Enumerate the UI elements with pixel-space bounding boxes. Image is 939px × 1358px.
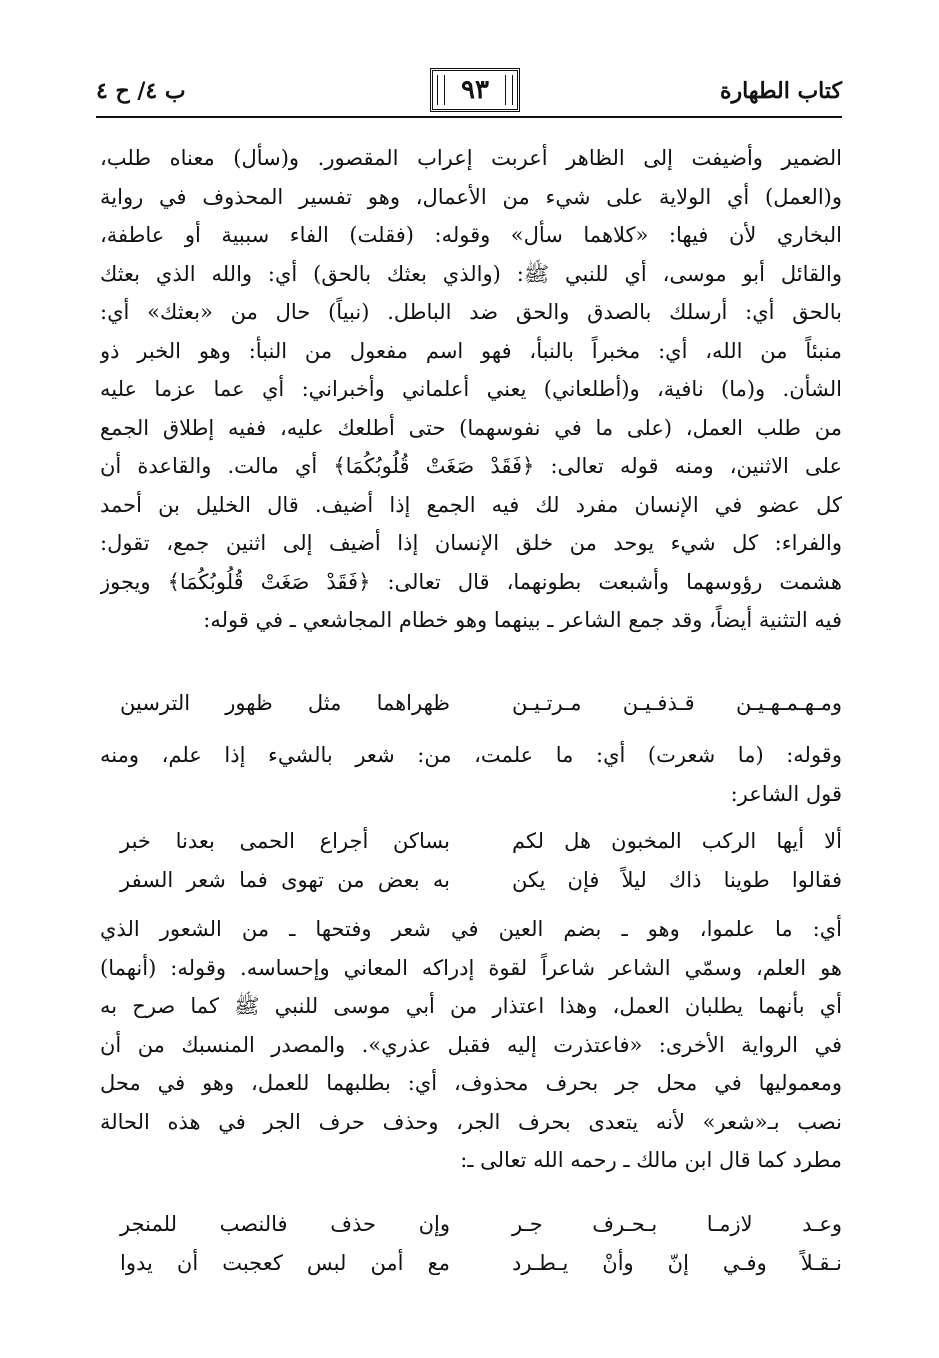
verse-line	[120, 1244, 842, 1283]
text-line: فيه التثنية أيضاً، وقد جمع الشاعر ـ بينهما وهو خطام المجاشعي ـ في قوله:	[203, 608, 842, 632]
text-line: بالحق أي: أرسلك بالصدق والحق ضد الباطل. (نبياً) حال من «بعثك» أي:	[100, 300, 842, 324]
text-line: ومعموليها في محل جر بحرف محذوف، أي: بطلبهما للعمل، وهو في محل	[100, 1071, 842, 1095]
verse-second-hemistich: وإن حذف فالنصب للمنجر	[120, 1212, 450, 1236]
book-title: كتاب الطهارة	[719, 78, 842, 104]
verse-first-hemistich: ألا أيها الركب المخبون هل لكم	[512, 829, 842, 853]
verse-line	[120, 1205, 842, 1244]
text-line: كل عضو في الإنسان مفرد لك فيه الجمع إذا أضيف. قال الخليل بن أحمد	[100, 492, 842, 517]
text-line: من طلب العمل، (على ما في نفوسهما) حتى أطلعك عليه، ففيه إطلاق الجمع	[100, 415, 842, 440]
verse-second-hemistich: بساكن أجراع الحمى بعدنا خبر	[120, 829, 450, 853]
text-line: منبئاً من الله، أي: مخبراً بالنبأ، فهو اسم مفعول من النبأ: وهو الخبر ذو	[100, 338, 842, 363]
verse-first-hemistich: وعـد لازمـا بـحـرف جـر	[512, 1212, 842, 1236]
poem-verse-1	[120, 684, 842, 723]
poem-verse-2	[120, 822, 842, 899]
text-line: هشمت رؤوسهما وأشبعت بطونهما، قال تعالى: ﴿فَقَدْ صَغَتْ قُلُوبُكُمَا﴾ ويجوز	[100, 569, 842, 594]
text-line: قول الشاعر:	[730, 781, 842, 806]
verse-second-hemistich: ظهراهما مثل ظهور الترسين	[120, 691, 450, 715]
text-line: وقوله: (ما شعرت) أي: ما علمت، من: شعر بالشيء إذا علم، ومنه	[100, 743, 842, 767]
verse-line	[120, 684, 842, 723]
text-line: نصب بـ«شعر» لأنه يتعدى بحرف الجر، وحذف حرف الجر في هذه الحالة	[100, 1109, 842, 1134]
page-number: ٩٣	[430, 68, 520, 112]
paragraph-3	[100, 910, 842, 1180]
text-line: و(العمل) أي الولاية على شيء من الأعمال، وهو تفسير المحذوف في رواية	[100, 184, 842, 209]
verse-line	[120, 822, 842, 861]
text-line: أي: ما علموا، وهو ـ بضم العين في شعر وفتحها ـ من الشعور الذي	[100, 917, 842, 941]
verse-first-hemistich: نـقـلاً وفـي إنّ وأنْ يـطـرد	[512, 1250, 842, 1275]
page-header	[96, 62, 842, 118]
text-line: في الرواية الأخرى: «فاعتذرت إليه فقبل عذري». والمصدر المنسبك من أن	[100, 1032, 842, 1057]
text-line: الشأن. و(ما) نافية، و(أطلعاني) يعني أعلماني وأخبراني: أي عما عزما عليه	[100, 377, 842, 401]
verse-first-hemistich: ومـهـمـهـيـن قـذفـيـن مـرتـيـن	[512, 691, 842, 715]
text-line: والفراء: كل شيء يوحد من خلق الإنسان إذا أضيف إلى اثنين جمع، تقول:	[100, 531, 842, 555]
paragraph-1	[100, 139, 842, 640]
text-line: البخاري لأن فيها: «كلاهما سأل» وقوله: (فقلت) الفاء سببية أو عاطفة،	[100, 223, 842, 247]
text-line: أي بأنهما يطلبان العمل، وهذا اعتذار من أبي موسى للنبي ﷺ كما صرح به	[100, 994, 842, 1018]
text-line: الضمير وأضيفت إلى الظاهر أعربت إعراب المقصور. و(سأل) معناه طلب،	[100, 146, 842, 170]
text-line: مطرد كما قال ابن مالك ـ رحمه الله تعالى ـ:	[460, 1148, 842, 1172]
poem-verse-3	[120, 1205, 842, 1282]
verse-first-hemistich: فقالوا طوينا ذاك ليلاً فإن يكن	[512, 867, 842, 892]
text-line: على الاثنين، ومنه قوله تعالى: ﴿فَقَدْ صَغَتْ قُلُوبُكُمَا﴾ أي مالت. والقاعدة أن	[100, 454, 842, 478]
text-line: هو العلم، وسمّي الشاعر شاعراً لقوة إدراكه المعاني وإحساسه. وقوله: (أنهما)	[100, 955, 842, 980]
verse-line	[120, 861, 842, 900]
paragraph-2	[100, 736, 842, 813]
verse-second-hemistich: به بعض من تهوى فما شعر السفر	[120, 867, 450, 892]
header-rule	[96, 116, 842, 118]
text-line: والقائل أبو موسى، أي للنبي ﷺ: (والذي بعثك بالحق) أي: والله الذي بعثك	[100, 261, 842, 286]
verse-second-hemistich: مع أمن لبس كعجبت أن يدوا	[120, 1250, 450, 1275]
hadith-reference: ب ٤/ ح ٤	[96, 78, 186, 104]
